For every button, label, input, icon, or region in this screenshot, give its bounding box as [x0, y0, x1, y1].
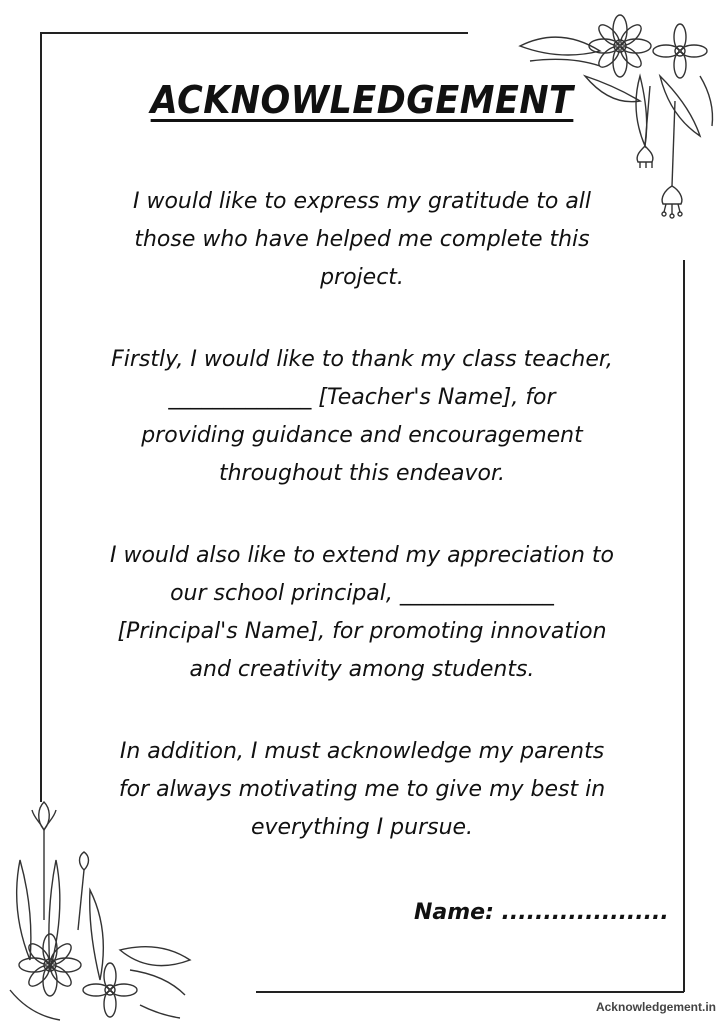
paragraph-parents — [50, 733, 674, 847]
paragraph-line: throughout this endeavor. — [218, 461, 506, 486]
signature-name-field: Name: .................... — [414, 900, 669, 925]
border-line-right — [683, 260, 685, 992]
paragraph-teacher — [50, 341, 674, 493]
paragraph-principal — [50, 537, 674, 689]
paragraph-line: I would also like to extend my appreciation to — [110, 543, 614, 568]
border-line-bottom — [256, 991, 684, 993]
paragraph-line: those who have helped me complete this — [134, 227, 590, 252]
paragraph-line: _____________ [Teacher's Name], for — [168, 385, 556, 410]
paragraph-line: In addition, I must acknowledge my parents — [119, 739, 605, 764]
border-line-top — [40, 32, 468, 34]
paragraph-line: our school principal, ______________ — [170, 581, 554, 606]
paragraph-line: Firstly, I would like to thank my class teacher, — [111, 347, 613, 372]
paragraph-line: and creativity among students. — [189, 657, 535, 682]
paragraph-line: everything I pursue. — [250, 815, 474, 840]
paragraph-line: I would like to express my gratitude to all — [132, 189, 592, 214]
border-line-left — [40, 32, 42, 802]
paragraph-line: for always motivating me to give my best in — [118, 777, 606, 802]
page-title-text: ACKNOWLEDGEMENT — [150, 78, 574, 122]
paragraph-line: project. — [320, 265, 404, 290]
paragraph-line: [Principal's Name], for promoting innovation — [117, 619, 607, 644]
paragraph-line: providing guidance and encouragement — [141, 423, 583, 448]
page-title — [29, 78, 695, 122]
footer-site-label: Acknowledgement.in — [595, 1000, 716, 1014]
paragraph-gratitude — [50, 183, 674, 297]
